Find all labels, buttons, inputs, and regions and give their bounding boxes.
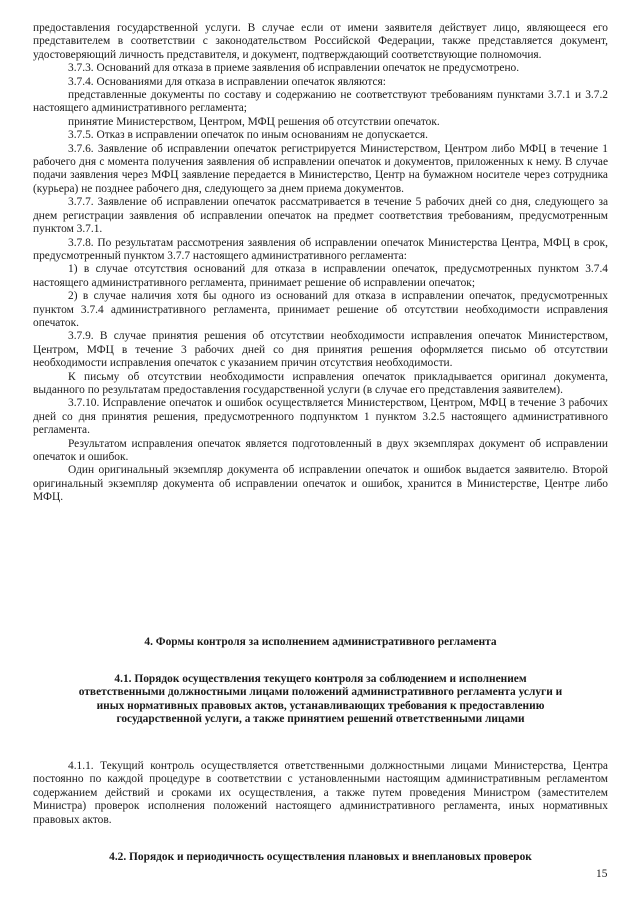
section-4-1-1 (33, 760, 608, 827)
paragraph-representative: предоставления государственной услуги. В случае если от имени заявителя действует лицо, являющееся его представителем в соответствии с законодательством Российской Федерации, также представляется документ, удостоверяющий личность представителя, и документ, подтверждающий соответствующие полномочия. (33, 22, 608, 61)
paragraph-4-1-1: 4.1.1. Текущий контроль осуществляется ответственными должностными лицами Министерства, Центра постоянно по каждой процедуре в соответствии с установленными настоящим административным регламентом содержанием действий и сроками их осуществления, а также путем проведения Министром (заместителем Министра) проверок исполнения положений настоящего административного регламента, иных нормативных правовых актов. (33, 760, 608, 826)
paragraph-letter-attachment: К письму об отсутствии необходимости исправления опечаток прикладывается оригинал документа, выданного по результатам предоставления государственной услуги (в случае его представления заявителем). (33, 370, 608, 396)
paragraph-3-7-8-item-1: 1) в случае отсутствия оснований для отказа в исправлении опечаток, предусмотренных пунктом 3.7.4 настоящего административного регламента, принимает решение об исправлении опечаток; (33, 263, 608, 289)
paragraph-3-7-10: 3.7.10. Исправление опечаток и ошибок осуществляется Министерством, Центром, МФЦ в течение 3 рабочих дней со дня принятия решения, предусмотренного подпунктом 1 пунктом 3.2.5 настоящего административного регламента. (33, 397, 608, 437)
paragraph-result: Результатом исправления опечаток является подготовленный в двух экземплярах документ об исправлении опечаток и ошибок. (33, 437, 608, 463)
paragraph-3-7-8: 3.7.8. По результатам рассмотрения заявления об исправлении опечаток Министерства Центра, МФЦ в срок, предусмотренный пунктом 3.7.7 настоящего административного регламента: (33, 236, 608, 262)
paragraph-refusal-reason-1: представленные документы по составу и содержанию не соответствуют требованиям пунктами 3.7.1 и 3.7.2 настоящего административного регламента; (33, 89, 608, 115)
paragraph-3-7-9: 3.7.9. В случае принятия решения об отсутствии необходимости исправления опечаток Министерством, Центром, МФЦ в течение 3 рабочих дней со дня принятия решения оформляется письмо об отсутствии необходимости исправления опечаток с указанием причин отсутствия необходимости. (33, 330, 608, 370)
section-4-1-heading: 4.1. Порядок осуществления текущего контроля за соблюдением и исполнением ответственными должностными лицами положений административного регламента услуги и иных нормативных правовых актов, устанавливающих требования к предоставлению государственной услуги, а также принятием решений ответственными лицами (78, 673, 563, 726)
paragraph-3-7-4: 3.7.4. Основаниями для отказа в исправлении опечаток являются: (68, 75, 386, 88)
page-number: 15 (596, 868, 608, 880)
paragraph-3-7-8-item-2: 2) в случае наличия хотя бы одного из оснований для отказа в исправлении опечаток, предусмотренных пунктом 3.7.4 административного регламента, принимает решение об отсутствии необходимости исправления опечаток. (33, 290, 608, 329)
paragraph-3-7-3: 3.7.3. Оснований для отказа в приеме заявления об исправлении опечаток не предусмотрено. (68, 62, 520, 75)
section-4-2-heading: 4.2. Порядок и периодичность осуществления плановых и внеплановых проверок (109, 851, 532, 863)
section-4-heading: 4. Формы контроля за исполнением административного регламента (144, 636, 497, 648)
paragraph-3-7-6: 3.7.6. Заявление об исправлении опечаток регистрируется Министерством, Центром либо МФЦ в течение 1 рабочего дня с момента получения заявления об исправлении опечаток и документов, приложенных к нему. В случае подачи заявления через МФЦ заявление передается в Министерство, Центр на бумажном носителе через сотрудника (курьера) не позднее рабочего дня, следующего за днем приема документов. (33, 142, 608, 195)
paragraph-3-7-7: 3.7.7. Заявление об исправлении опечаток рассматривается в течение 5 рабочих дней со дня, следующего за днем регистрации заявления об исправлении опечаток на предмет соответствия требованиям, предусмотренным пунктом 3.7.1. (33, 196, 608, 236)
paragraph-3-7-5: 3.7.5. Отказ в исправлении опечаток по иным основаниям не допускается. (68, 129, 428, 142)
paragraph-original-copy: Один оригинальный экземпляр документа об исправлении опечаток и ошибок выдается заявителю. Второй оригинальный экземпляр документа об исправлении опечаток и ошибок, хранится в Министерстве, Центре либо МФЦ. (33, 464, 608, 504)
section-3-7-continued (33, 22, 608, 505)
paragraph-refusal-reason-2: принятие Министерством, Центром, МФЦ решения об отсутствии опечаток. (68, 115, 440, 128)
